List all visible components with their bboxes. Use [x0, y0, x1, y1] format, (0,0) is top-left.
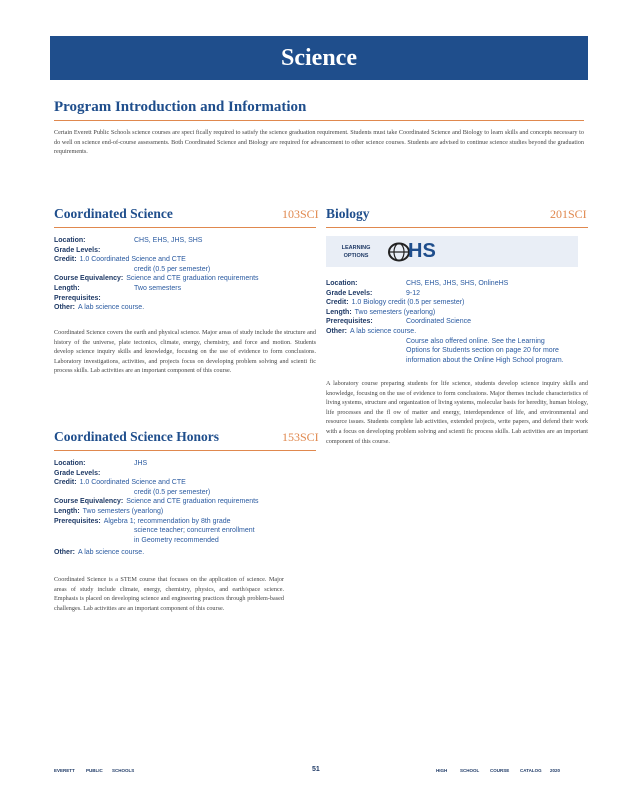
footer-text: SCHOOL [460, 768, 480, 773]
coordinated-science-description: Coordinated Science covers the earth and physical science. Major areas of study include the structure and history of the universe, plate tectonics, climate, energy, chemistry, and force and motion. Students develop science inquiry skills and knowledge, focusing on the use of evidence to form conclusions. Laboratory investigations, activities, and projects focus on developing problem solving and scienti fic process skills. Lab activities are an important component of this course. [54, 329, 316, 375]
other-label: Other: [54, 549, 75, 557]
coordinated-science-code: 103SCI [282, 207, 319, 221]
coordinated-science-title: Coordinated Science [54, 206, 173, 221]
biology-rule [326, 227, 588, 228]
length-label: Length: [326, 308, 352, 316]
learning-options-label: LEARNING OPTIONS [341, 244, 371, 259]
prereq-value: Algebra 1; recommendation by 8th grade [103, 517, 231, 525]
honors-fields [54, 459, 316, 558]
other-value: A lab science course. [78, 549, 145, 557]
honors-title: Coordinated Science Honors [54, 429, 219, 444]
equivalency-label: Course Equivalency: [54, 275, 124, 283]
honors-description: Coordinated Science is a STEM course that focuses on the application of science. Major areas of study include climate, energy, chemistry, physics, and earth/space science. Emphasis is placed on developing science and engineering practices through problem-based challenges. Lab activities are an important component of this course. [54, 576, 284, 612]
credit-value: 1.0 Biology credit (0.5 per semester) [351, 299, 465, 307]
grade-value: 9-12 [406, 289, 421, 297]
biology-fields [326, 279, 588, 365]
footer-text: HIGH [436, 768, 448, 773]
banner-title: Science [281, 45, 357, 71]
location-label: Location: [54, 237, 86, 244]
prereq-value-continued: science teacher; concurrent enrollment [134, 527, 255, 535]
grade-label: Grade Levels: [54, 469, 101, 477]
credit-value-continued: credit (0.5 per semester) [134, 265, 211, 273]
footer-text: CATALOG [520, 768, 542, 773]
location-value: JHS [134, 460, 148, 467]
prereq-value: Coordinated Science [406, 318, 471, 326]
other-value-continued-2: Options for Students section on page 20 for more [406, 347, 559, 355]
grade-label: Grade Levels: [326, 289, 373, 297]
other-value: A lab science course. [78, 304, 145, 312]
location-label: Location: [54, 460, 86, 467]
equivalency-value: Science and CTE graduation requirements [126, 275, 259, 283]
equivalency-value: Science and CTE graduation requirements [126, 498, 259, 506]
footer-text: 2020 [550, 768, 561, 773]
grade-label: Grade Levels: [54, 246, 101, 254]
honors-rule [54, 450, 316, 451]
intro-rule [54, 120, 584, 121]
prereq-label: Prerequisites: [54, 517, 101, 525]
other-value-continued-3: information about the Online High School program. [406, 356, 564, 364]
prereq-label: Prerequisites: [54, 294, 101, 302]
page-footer [50, 766, 588, 778]
location-label: Location: [326, 280, 358, 287]
prereq-label: Prerequisites: [326, 318, 373, 326]
credit-label: Credit: [54, 256, 77, 264]
coordinated-science-rule [54, 227, 316, 228]
biology-title: Biology [326, 206, 370, 221]
credit-label: Credit: [326, 299, 349, 307]
credit-value: 1.0 Coordinated Science and CTE [79, 479, 186, 487]
online-hs-logo-text: HS [408, 240, 436, 262]
other-label: Other: [54, 304, 75, 312]
other-value: A lab science course. [350, 327, 417, 335]
online-hs-logo [388, 240, 436, 263]
online-globe-icon [388, 242, 410, 262]
honors-code: 153SCI [282, 430, 319, 444]
length-value: Two semesters (yearlong) [354, 308, 436, 316]
other-value-continued: Course also offered online. See the Learning [406, 337, 545, 345]
length-value: Two semesters [134, 284, 182, 292]
footer-text: PUBLIC [86, 768, 103, 773]
biology-code: 201SCI [550, 207, 587, 221]
intro-text: Certain Everett Public Schools science courses are speci fically required to satisfy the science graduation requirement. Students must take Coordinated Science and Biology to learn skills and concepts necessary to do well on science end-of-course assessments. Both Coordinated Science and Biology are required for advancement to other science courses. Students are advised to continue science studies beyond the graduation requirements. [54, 129, 584, 156]
page-banner [50, 36, 588, 80]
credit-label: Credit: [54, 479, 77, 487]
footer-text: COURSE [490, 768, 510, 773]
prereq-value-continued-2: in Geometry recommended [134, 536, 219, 544]
location-value: CHS, EHS, JHS, SHS, OnlineHS [406, 280, 509, 287]
length-label: Length: [54, 507, 80, 515]
credit-value: 1.0 Coordinated Science and CTE [79, 256, 186, 264]
biology-description: A laboratory course preparing students for life science, students develop science inquiry skills and knowledge, focusing on the use of evidence to form conclusions. Major themes include characteristics of living systems, structure and organization of living systems, molecular basis for heredity, human biology, life processes and the fl ow of matter and energy, interdependence of life, and environmental and resource issues. Students complete lab activities, extended projects, write papers, and defend their work with a focus on developing problem solving and scienti fic process skills. Lab activities are an important component of this course. [326, 380, 588, 445]
location-value: CHS, EHS, JHS, SHS [134, 237, 203, 244]
footer-text: EVERETT [54, 768, 75, 773]
learning-options-box [326, 236, 578, 267]
page-number: 51 [312, 766, 320, 773]
equivalency-label: Course Equivalency: [54, 498, 124, 506]
length-value: Two semesters (yearlong) [82, 507, 164, 515]
other-label: Other: [326, 327, 347, 335]
footer-text: SCHOOLS [112, 768, 135, 773]
length-label: Length: [54, 284, 80, 292]
coordinated-science-fields [54, 236, 316, 313]
credit-value-continued: credit (0.5 per semester) [134, 488, 211, 496]
intro-heading: Program Introduction and Information [54, 99, 307, 115]
